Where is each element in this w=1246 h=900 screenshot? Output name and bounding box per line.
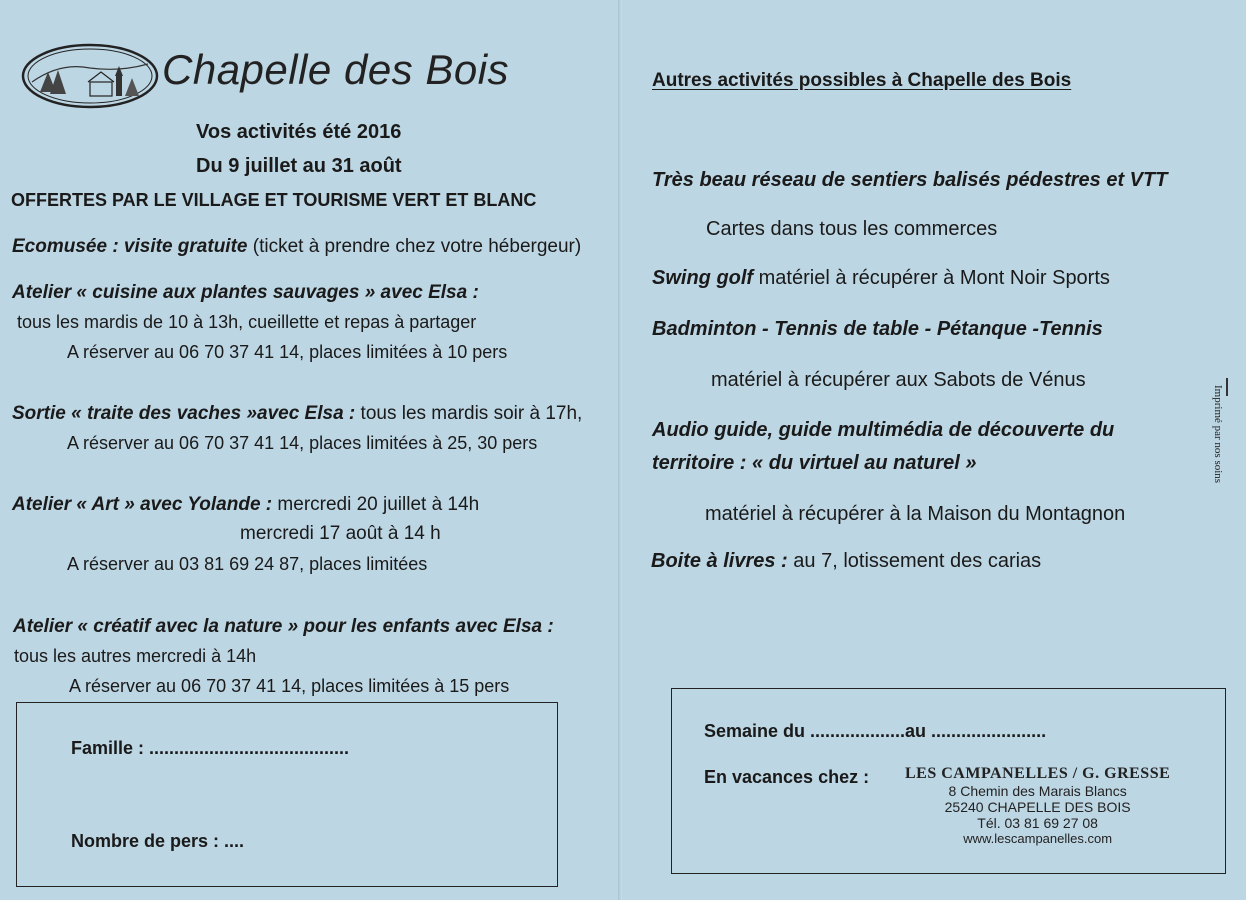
page-title: Chapelle des Bois bbox=[162, 46, 510, 93]
stamp-name: LES CAMPANELLES / G. GRESSE bbox=[905, 765, 1171, 782]
traite-label: Sortie « traite des vaches »avec Elsa : bbox=[12, 403, 356, 424]
art-booking: A réserver au 03 81 69 24 87, places limitées bbox=[67, 554, 428, 574]
audio-detail: matériel à récupérer à la Maison du Montagnon bbox=[705, 503, 1126, 525]
page-fold bbox=[618, 0, 622, 900]
traite-line bbox=[12, 403, 582, 425]
art-line bbox=[12, 494, 479, 516]
boite-label: Boite à livres : bbox=[651, 550, 788, 572]
swing-label: Swing golf bbox=[652, 267, 754, 289]
traite-detail: tous les mardis soir à 17h, bbox=[355, 403, 583, 424]
stamp-phone: Tél. 03 81 69 27 08 bbox=[977, 815, 1098, 831]
badminton-line: Badminton - Tennis de table - Pétanque -Tennis bbox=[652, 318, 1103, 340]
subtitle-year: Vos activités été 2016 bbox=[196, 121, 402, 143]
side-mark bbox=[1226, 378, 1228, 396]
art-detail: mercredi 20 juillet à 14h bbox=[272, 494, 480, 515]
audio-line2: territoire : « du virtuel au naturel » bbox=[652, 452, 977, 474]
sentiers-line: Très beau réseau de sentiers balisés pédestres et VTT bbox=[652, 169, 1168, 191]
ecomusee-detail: (ticket à prendre chez votre hébergeur) bbox=[247, 236, 582, 257]
semaine-field[interactable]: Semaine du ...................au ....................... bbox=[704, 721, 1047, 741]
offered-heading: OFFERTES PAR LE VILLAGE ET TOURISME VERT ET BLANC bbox=[11, 190, 537, 210]
village-logo-icon bbox=[20, 42, 160, 110]
stamp-address: 8 Chemin des Marais Blancs bbox=[948, 783, 1127, 799]
art-label: Atelier « Art » avec Yolande : bbox=[12, 494, 273, 515]
cuisine-booking: A réserver au 06 70 37 41 14, places limitées à 10 pers bbox=[67, 342, 508, 362]
creatif-title: Atelier « créatif avec la nature » pour les enfants avec Elsa : bbox=[13, 616, 554, 637]
stamp-website: www.lescampanelles.com bbox=[963, 831, 1113, 846]
printed-note: Imprimé par nos soins bbox=[1212, 385, 1224, 484]
creatif-booking: A réserver au 06 70 37 41 14, places limitées à 15 pers bbox=[69, 676, 510, 696]
boite-line bbox=[651, 550, 1041, 573]
ecomusee-line bbox=[12, 236, 581, 258]
cartes-line: Cartes dans tous les commerces bbox=[706, 218, 998, 240]
stamp-city: 25240 CHAPELLE DES BOIS bbox=[944, 799, 1131, 815]
cuisine-title: Atelier « cuisine aux plantes sauvages » avec Elsa : bbox=[12, 282, 479, 303]
art-date2: mercredi 17 août à 14 h bbox=[240, 523, 441, 544]
subtitle-dates: Du 9 juillet au 31 août bbox=[196, 155, 402, 177]
badminton-detail: matériel à récupérer aux Sabots de Vénus bbox=[711, 369, 1086, 391]
audio-line1: Audio guide, guide multimédia de découverte du bbox=[652, 419, 1115, 441]
registration-box bbox=[16, 702, 558, 887]
cuisine-schedule: tous les mardis de 10 à 13h, cueillette et repas à partager bbox=[17, 312, 477, 332]
ecomusee-label: Ecomusée : visite gratuite bbox=[12, 236, 248, 257]
swing-detail: matériel à récupérer à Mont Noir Sports bbox=[753, 267, 1110, 289]
boite-detail: au 7, lotissement des carias bbox=[787, 550, 1042, 572]
swing-line bbox=[652, 267, 1110, 290]
creatif-schedule: tous les autres mercredi à 14h bbox=[14, 646, 257, 666]
traite-booking: A réserver au 06 70 37 41 14, places limitées à 25, 30 pers bbox=[67, 433, 538, 453]
right-heading: Autres activités possibles à Chapelle des Bois bbox=[652, 70, 1072, 91]
nombre-pers-field[interactable]: Nombre de pers : .... bbox=[71, 831, 245, 851]
famille-field[interactable]: Famille : ........................................ bbox=[71, 738, 350, 758]
host-stamp bbox=[905, 765, 1170, 847]
vacances-label: En vacances chez : bbox=[704, 767, 870, 787]
